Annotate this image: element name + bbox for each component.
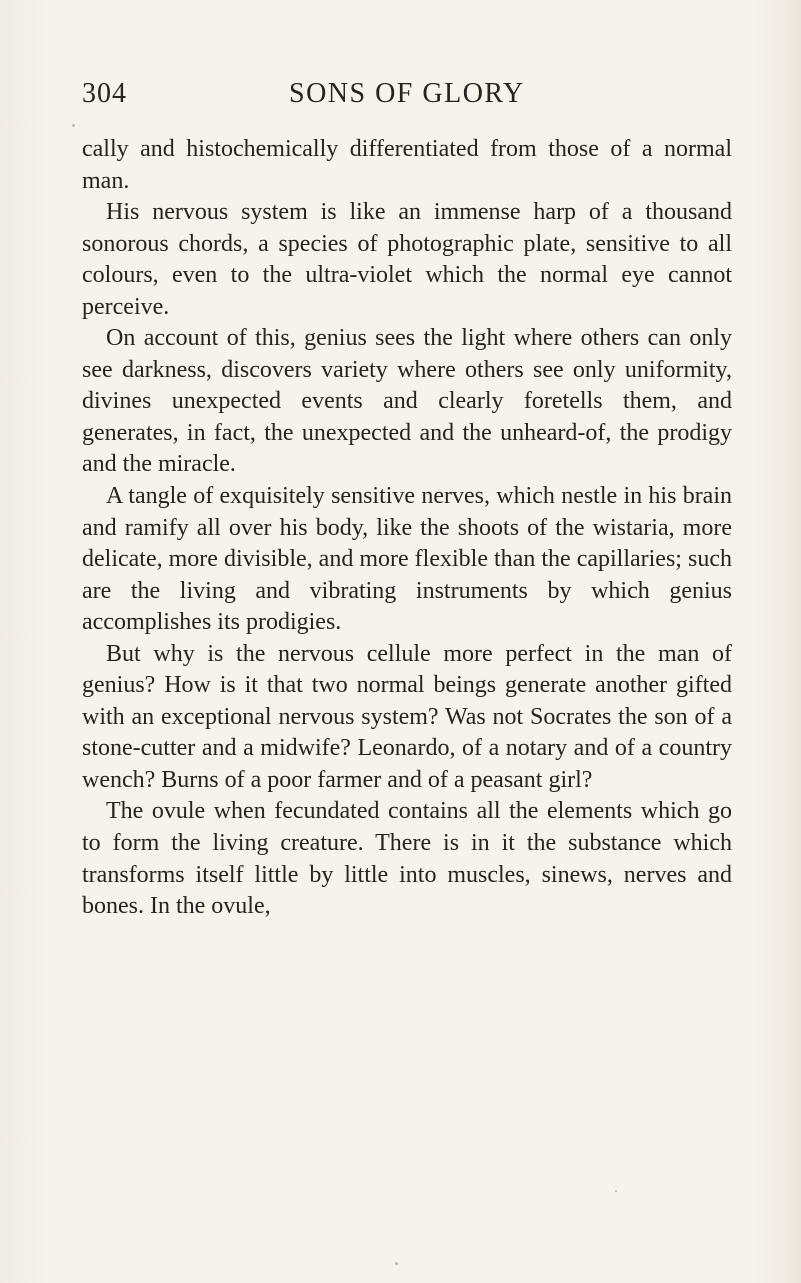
paper-speck [615, 1190, 617, 1192]
paper-speck [72, 124, 75, 127]
body-text [82, 134, 732, 923]
running-head [82, 78, 722, 112]
paragraph-4: A tangle of exquisitely sensitive nerves, which nestle in his brain and ramify all over his body, like the shoots of the wistaria, more delicate, more divisible, and more flexible than the capillaries; such are the living and vibrating instruments by which genius accomplishes its prodigies. [82, 483, 732, 636]
running-title: SONS OF GLORY [289, 78, 525, 109]
paragraph-3: On account of this, genius sees the light where others can only see darkness, discovers variety where others see only uniformity, divines unexpected events and clearly foretells them, and generates, in fact, the unexpected and the unheard-of, the prodigy and the miracle. [82, 325, 732, 478]
paper-speck [395, 1262, 398, 1265]
paragraph-1: cally and histochemically differentiated from those of a normal man. [82, 136, 732, 194]
paragraph-2: His nervous system is like an immense harp of a thousand sonorous chords, a species of photographic plate, sensitive to all colours, even to the ultra-violet which the normal eye cannot perceive. [82, 199, 732, 320]
paragraph-6: The ovule when fecundated contains all the elements which go to form the living creature. There is in it the substance which transforms itself little by little into muscles, sinews, nerves and bones. In the ovule, [82, 798, 732, 920]
paragraph-5: But why is the nervous cellule more perfect in the man of genius? How is it that two normal beings generate another gifted with an exceptional nervous system? Was not Socrates the son of a stone-cutter and a midwife? Leonardo, of a notary and of a country wench? Burns of a poor farmer and of a peasant girl? [82, 640, 732, 793]
page-number: 304 [82, 78, 127, 109]
